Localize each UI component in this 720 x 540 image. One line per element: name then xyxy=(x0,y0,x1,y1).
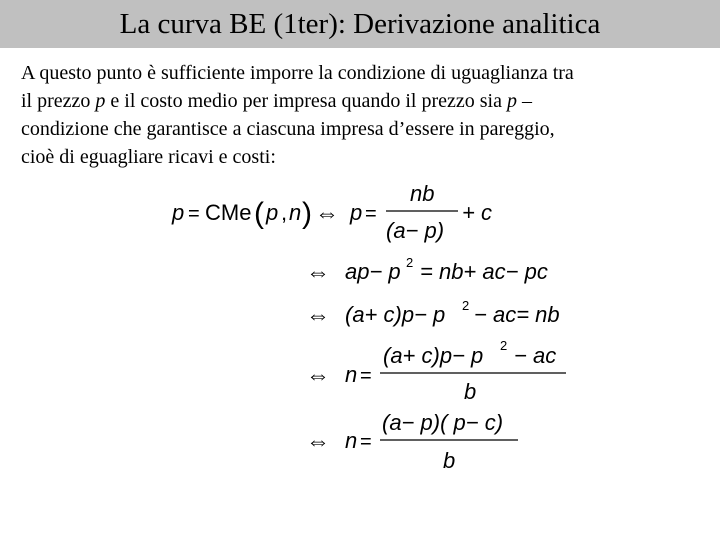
equation-1 xyxy=(171,181,492,243)
paragraph-line-3: condizione che garantisce a ciascuna impresa d’essere in pareggio, xyxy=(21,118,555,140)
eq1-equals: = xyxy=(188,203,200,225)
variable-p: p xyxy=(95,90,106,112)
iff-icon: ⇔ xyxy=(306,362,330,389)
eq1-rhs-p: p xyxy=(350,200,363,225)
eq4-denominator: b xyxy=(464,379,477,404)
eq5-denominator: b xyxy=(443,448,456,473)
eq2-lhs: ap− p xyxy=(345,259,401,284)
eq1-cme: CMe xyxy=(205,200,252,225)
eq1-arg-n: n xyxy=(289,200,302,225)
eq1-p: p xyxy=(172,200,185,225)
eq2-rhs: = nb+ ac− pc xyxy=(420,259,548,284)
paragraph-line-1: A questo punto è sufficiente imporre la condizione di uguaglianza tra xyxy=(21,62,574,84)
eq4-n: n xyxy=(345,362,358,387)
eq1-rhs-equals: = xyxy=(365,203,377,225)
iff-icon: ⇔ xyxy=(306,302,330,329)
eq5-n: n xyxy=(345,428,358,453)
eq1-comma: , xyxy=(281,200,288,225)
paragraph-line-4: cioè di eguagliare ricavi e costi: xyxy=(21,146,276,168)
eq5-numerator: (a− p)( p− c) xyxy=(382,410,504,435)
iff-icon: ⇔ xyxy=(306,428,330,455)
iff-icon: ⇔ xyxy=(306,259,330,286)
eq4-equals: = xyxy=(360,365,372,387)
eq1-close-paren: ) xyxy=(302,197,312,230)
eq5-equals: = xyxy=(360,431,372,453)
eq3-superscript: 2 xyxy=(462,298,470,313)
equation-3 xyxy=(306,298,560,329)
eq3-lhs: (a+ c)p− p xyxy=(345,302,446,327)
eq1-denominator: (a− p) xyxy=(386,218,445,243)
eq1-plus-c: + c xyxy=(462,200,492,225)
eq4-numerator: (a+ c)p− p xyxy=(383,343,484,368)
equation-2 xyxy=(306,255,548,286)
eq2-superscript: 2 xyxy=(406,255,414,270)
eq3-rhs: − ac= nb xyxy=(474,302,560,327)
slide-title: La curva BE (1ter): Derivazione analitica xyxy=(119,7,601,40)
equation-4 xyxy=(306,338,566,404)
eq1-numerator: nb xyxy=(410,181,435,206)
eq1-open-paren: ( xyxy=(254,197,264,230)
eq4-superscript: 2 xyxy=(500,338,508,353)
paragraph-line-2-b: e il costo medio per impresa quando il prezzo sia xyxy=(105,90,507,112)
iff-icon: ⇔ xyxy=(315,200,339,227)
paragraph-line-2-c: – xyxy=(516,90,532,112)
paragraph-line-2-a: il prezzo xyxy=(21,90,96,112)
eq4-numerator-tail: − ac xyxy=(514,343,557,368)
equation-5 xyxy=(306,410,518,473)
variable-p-2: p xyxy=(506,90,517,112)
eq1-arg-p: p xyxy=(266,200,279,225)
